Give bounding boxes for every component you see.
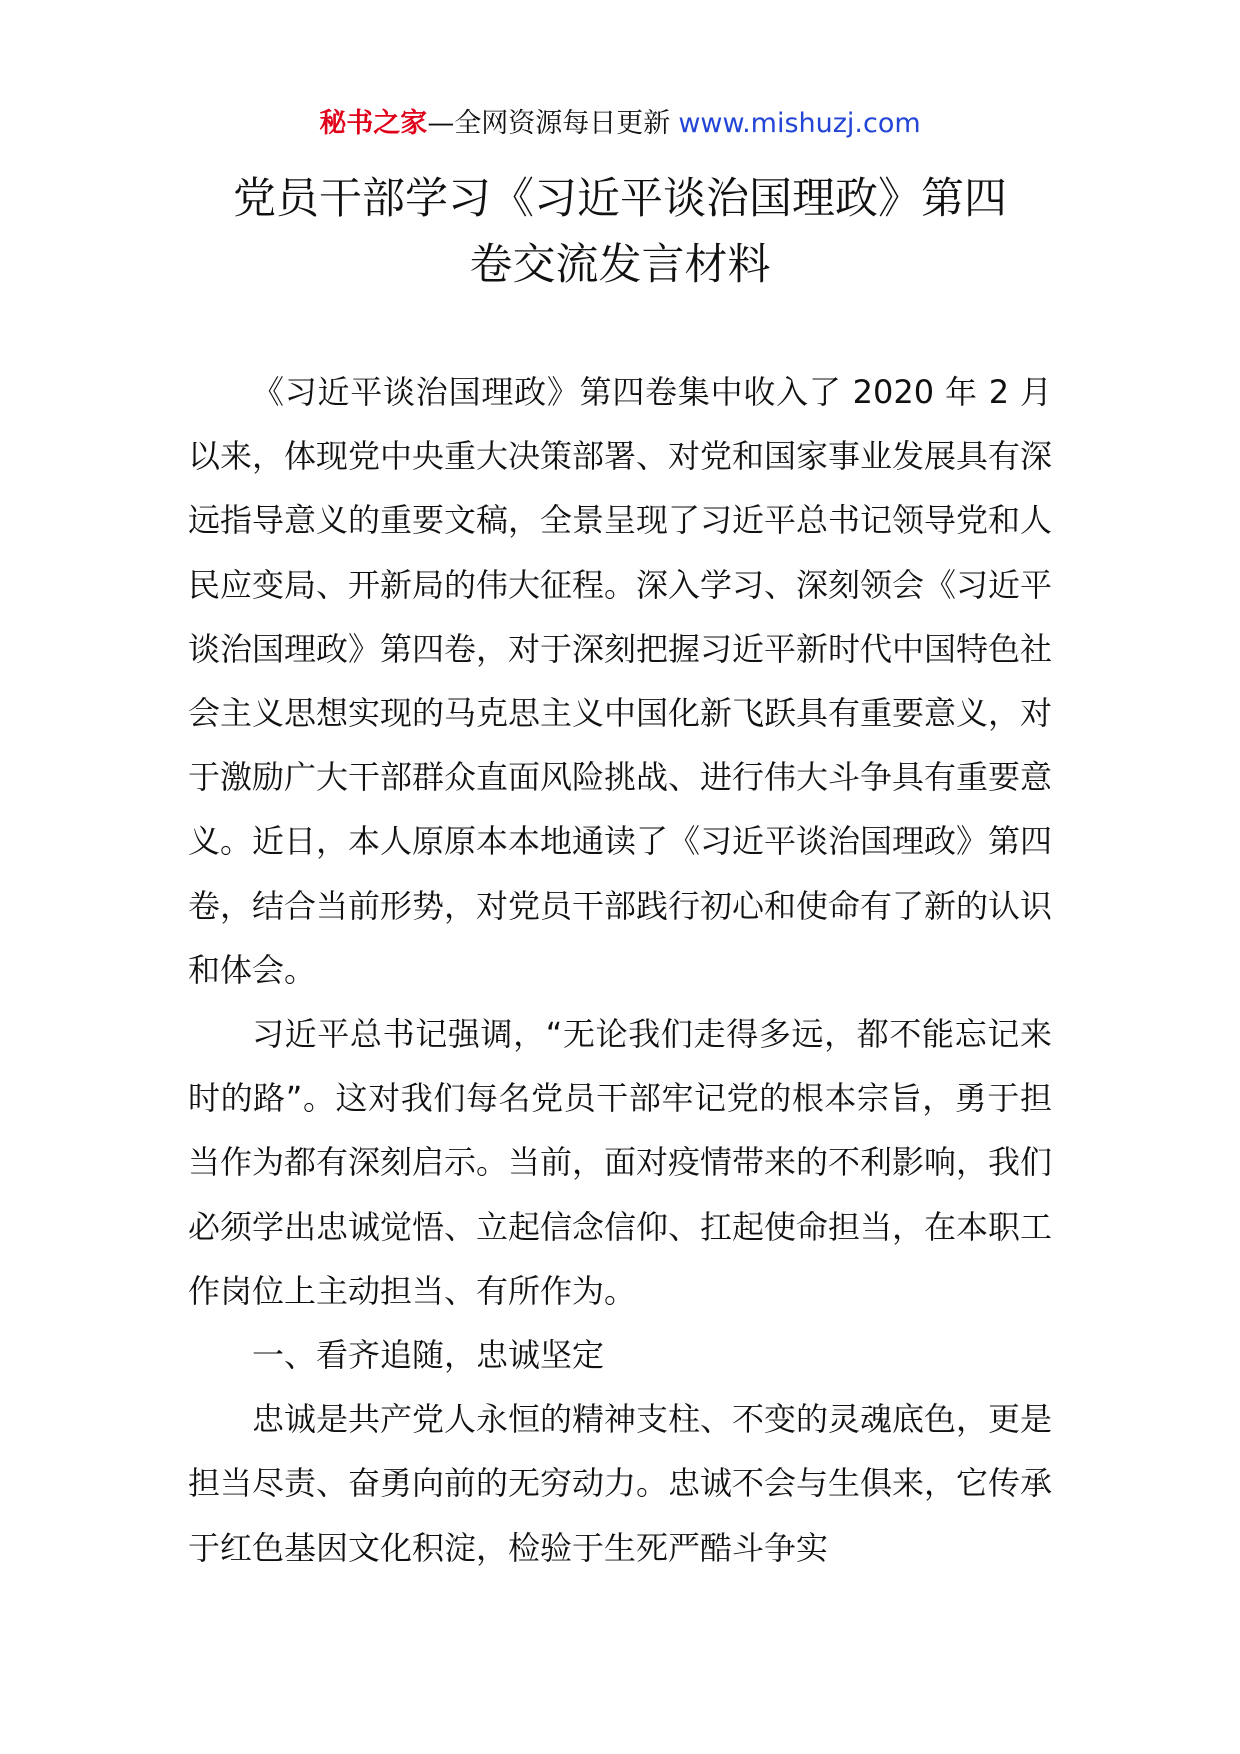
document-title	[150, 166, 1090, 298]
document-body	[188, 360, 1052, 1580]
site-slogan: —全网资源每日更新	[427, 108, 671, 139]
title-line-1: 党员干部学习《习近平谈治国理政》第四	[233, 174, 1007, 224]
paragraph-loyalty: 忠诚是共产党人永恒的精神支柱、不变的灵魂底色，更是担当尽责、奋勇向前的无穷动力。忠诚不会与生俱来，它传承于红色基因文化积淀，检验于生死严酷斗争实	[188, 1400, 1053, 1567]
section-heading-1: 一、看齐追随，忠诚坚定	[252, 1336, 605, 1375]
site-url-link[interactable]: www.mishuzj.com	[678, 108, 921, 139]
title-line-2: 卷交流发言材料	[469, 240, 771, 290]
paragraph-intro: 《习近平谈治国理政》第四卷集中收入了 2020 年 2 月以来，体现党中央重大决策部署、对党和国家事业发展具有深远指导意义的重要文稿，全景呈现了习近平总书记领导党和人民应变局、开新局的伟大征程。深入学习、深刻领会《习近平谈治国理政》第四卷，对于深刻把握习近平新时代中国特色社会主义思想实现的马克思主义中国化新飞跃具有重要意义，对于激励广大干部群众直面风险挑战、进行伟大斗争具有重要意义。近日，本人原原本本地通读了《习近平谈治国理政》第四卷，结合当前形势，对党员干部践行初心和使命有了新的认识和体会。	[188, 373, 1053, 989]
paragraph-quote: 习近平总书记强调，“无论我们走得多远，都不能忘记来时的路”。这对我们每名党员干部牢记党的根本宗旨，勇于担当作为都有深刻启示。当前，面对疫情带来的不利影响，我们必须学出忠诚觉悟、立起信念信仰、扛起使命担当，在本职工作岗位上主动担当、有所作为。	[188, 1015, 1053, 1310]
site-header	[0, 104, 1240, 144]
site-name: 秘书之家	[319, 108, 428, 139]
